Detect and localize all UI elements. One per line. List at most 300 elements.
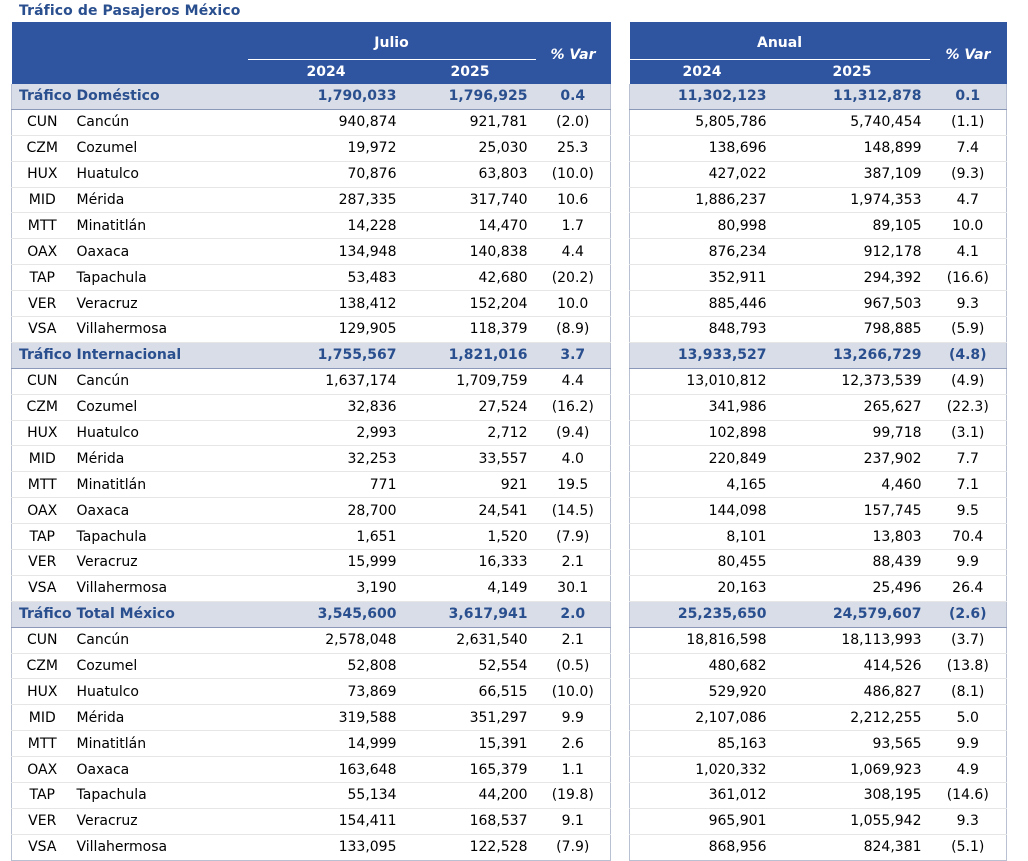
anual-2025-value: 967,503 — [775, 291, 930, 317]
anual-2025-value: 387,109 — [775, 161, 930, 187]
section-julio-2024: 1,790,033 — [248, 84, 405, 109]
julio-2025-value: 152,204 — [405, 291, 536, 317]
julio-2025-value: 165,379 — [405, 757, 536, 783]
airport-name: Cancún — [73, 368, 248, 394]
table-row — [630, 757, 1007, 783]
anual-2024-value: 885,446 — [630, 291, 775, 317]
table-row — [12, 291, 611, 317]
julio-2024-value: 73,869 — [248, 679, 405, 705]
anual-var-value: (13.8) — [930, 653, 1007, 679]
anual-2024-value: 80,455 — [630, 550, 775, 576]
julio-2025-value: 24,541 — [405, 498, 536, 524]
anual-2024-value: 876,234 — [630, 239, 775, 265]
anual-2025-value: 798,885 — [775, 317, 930, 343]
airport-code: CUN — [12, 109, 73, 135]
table-row — [12, 368, 611, 394]
airport-name: Villahermosa — [73, 834, 248, 860]
table-row — [630, 368, 1007, 394]
julio-2025-value: 66,515 — [405, 679, 536, 705]
airport-name: Villahermosa — [73, 575, 248, 601]
julio-2025-value: 16,333 — [405, 550, 536, 576]
anual-2025-value: 12,373,539 — [775, 368, 930, 394]
airport-name: Cozumel — [73, 653, 248, 679]
anual-2025-value: 88,439 — [775, 550, 930, 576]
julio-var-value: (8.9) — [536, 317, 611, 343]
anual-2024-value: 427,022 — [630, 161, 775, 187]
airport-name: Veracruz — [73, 291, 248, 317]
julio-2024-value: 14,999 — [248, 731, 405, 757]
anual-2025-value: 486,827 — [775, 679, 930, 705]
table-row — [12, 161, 611, 187]
julio-var-value: (20.2) — [536, 265, 611, 291]
section-anual-var: 0.1 — [930, 84, 1007, 109]
julio-var-value: (14.5) — [536, 498, 611, 524]
anual-2024-value: 102,898 — [630, 420, 775, 446]
table-row — [630, 239, 1007, 265]
table-row — [630, 213, 1007, 239]
anual-2025-value: 99,718 — [775, 420, 930, 446]
anual-2025-value: 414,526 — [775, 653, 930, 679]
anual-2024-value: 848,793 — [630, 317, 775, 343]
airport-code: MTT — [12, 213, 73, 239]
anual-2024-value: 965,901 — [630, 808, 775, 834]
julio-2024-value: 14,228 — [248, 213, 405, 239]
airport-code: CZM — [12, 394, 73, 420]
table-row — [630, 291, 1007, 317]
julio-2024-value: 55,134 — [248, 783, 405, 809]
julio-2024-value: 1,651 — [248, 524, 405, 550]
table-row — [12, 135, 611, 161]
anual-var-value: (9.3) — [930, 161, 1007, 187]
airport-code: CUN — [12, 627, 73, 653]
table-row — [630, 394, 1007, 420]
section-anual-2025: 13,266,729 — [775, 342, 930, 368]
section-julio-2025: 1,796,925 — [405, 84, 536, 109]
anual-var-value: (5.1) — [930, 834, 1007, 860]
anual-2025-value: 237,902 — [775, 446, 930, 472]
julio-2024-value: 2,578,048 — [248, 627, 405, 653]
julio-var-value: (2.0) — [536, 109, 611, 135]
julio-var-value: 1.7 — [536, 213, 611, 239]
airport-code: OAX — [12, 498, 73, 524]
julio-2025-value: 14,470 — [405, 213, 536, 239]
julio-var-value: 25.3 — [536, 135, 611, 161]
section-name: Tráfico Total México — [12, 601, 248, 627]
table-row — [630, 783, 1007, 809]
section-row — [630, 342, 1007, 368]
anual-2024-value: 352,911 — [630, 265, 775, 291]
julio-var-value: 4.4 — [536, 239, 611, 265]
section-row — [12, 84, 611, 109]
table-row — [630, 472, 1007, 498]
airport-name: Veracruz — [73, 550, 248, 576]
table-row — [12, 834, 611, 860]
anual-var-value: 70.4 — [930, 524, 1007, 550]
airport-name: Huatulco — [73, 420, 248, 446]
anual-2025-value: 157,745 — [775, 498, 930, 524]
julio-2024-value: 70,876 — [248, 161, 405, 187]
anual-2025-value: 1,055,942 — [775, 808, 930, 834]
julio-2025-value: 2,631,540 — [405, 627, 536, 653]
julio-table — [11, 22, 611, 861]
julio-2024-value: 19,972 — [248, 135, 405, 161]
section-julio-2025: 1,821,016 — [405, 342, 536, 368]
section-julio-var: 0.4 — [536, 84, 611, 109]
airport-code: HUX — [12, 420, 73, 446]
airport-code: VSA — [12, 834, 73, 860]
julio-2025-value: 2,712 — [405, 420, 536, 446]
anual-2024-value: 85,163 — [630, 731, 775, 757]
section-anual-2025: 24,579,607 — [775, 601, 930, 627]
airport-code: TAP — [12, 524, 73, 550]
table-row — [630, 420, 1007, 446]
julio-2025-value: 1,520 — [405, 524, 536, 550]
table-row — [12, 265, 611, 291]
airport-name: Mérida — [73, 705, 248, 731]
anual-2024-value: 144,098 — [630, 498, 775, 524]
anual-2024-value: 18,816,598 — [630, 627, 775, 653]
julio-2025-value: 921 — [405, 472, 536, 498]
julio-2025-value: 140,838 — [405, 239, 536, 265]
anual-var-value: 10.0 — [930, 213, 1007, 239]
anual-2025-value: 912,178 — [775, 239, 930, 265]
anual-var-value: (14.6) — [930, 783, 1007, 809]
anual-2025-value: 148,899 — [775, 135, 930, 161]
table-row — [12, 705, 611, 731]
table-row — [12, 550, 611, 576]
airport-name: Huatulco — [73, 161, 248, 187]
julio-2024-value: 52,808 — [248, 653, 405, 679]
julio-table-body — [12, 84, 611, 860]
table-row — [630, 550, 1007, 576]
julio-2024-value: 53,483 — [248, 265, 405, 291]
table-row — [630, 317, 1007, 343]
julio-2025-value: 52,554 — [405, 653, 536, 679]
anual-2025-value: 89,105 — [775, 213, 930, 239]
table-row — [630, 265, 1007, 291]
julio-2025-value: 1,709,759 — [405, 368, 536, 394]
header-anual-var: % Var — [930, 22, 1007, 84]
table-row — [12, 653, 611, 679]
section-name: Tráfico Doméstico — [12, 84, 248, 109]
julio-2025-value: 122,528 — [405, 834, 536, 860]
julio-var-value: 10.6 — [536, 187, 611, 213]
julio-var-value: (16.2) — [536, 394, 611, 420]
anual-2024-value: 361,012 — [630, 783, 775, 809]
airport-code: MTT — [12, 731, 73, 757]
table-row — [12, 731, 611, 757]
table-row — [12, 808, 611, 834]
julio-var-value: 2.6 — [536, 731, 611, 757]
anual-var-value: (22.3) — [930, 394, 1007, 420]
airport-name: Oaxaca — [73, 757, 248, 783]
anual-var-value: (3.1) — [930, 420, 1007, 446]
julio-var-value: (19.8) — [536, 783, 611, 809]
airport-name: Minatitlán — [73, 731, 248, 757]
header-blank — [12, 22, 248, 84]
table-row — [630, 135, 1007, 161]
header-julio-2025: 2025 — [405, 60, 536, 85]
table-row — [12, 394, 611, 420]
anual-2024-value: 480,682 — [630, 653, 775, 679]
airport-name: Tapachula — [73, 524, 248, 550]
julio-2024-value: 287,335 — [248, 187, 405, 213]
anual-2025-value: 1,069,923 — [775, 757, 930, 783]
anual-2025-value: 4,460 — [775, 472, 930, 498]
table-row — [12, 627, 611, 653]
julio-2024-value: 133,095 — [248, 834, 405, 860]
airport-name: Cancún — [73, 109, 248, 135]
airport-name: Cozumel — [73, 394, 248, 420]
julio-var-value: 19.5 — [536, 472, 611, 498]
julio-2025-value: 317,740 — [405, 187, 536, 213]
anual-var-value: 4.1 — [930, 239, 1007, 265]
anual-var-value: 9.9 — [930, 550, 1007, 576]
table-row — [630, 627, 1007, 653]
table-row — [12, 783, 611, 809]
airport-name: Tapachula — [73, 265, 248, 291]
table-row — [12, 239, 611, 265]
table-row — [630, 731, 1007, 757]
anual-var-value: (16.6) — [930, 265, 1007, 291]
airport-code: VER — [12, 550, 73, 576]
julio-var-value: (7.9) — [536, 834, 611, 860]
table-row — [630, 808, 1007, 834]
anual-var-value: (5.9) — [930, 317, 1007, 343]
anual-var-value: (4.9) — [930, 368, 1007, 394]
julio-var-value: 4.0 — [536, 446, 611, 472]
anual-2024-value: 138,696 — [630, 135, 775, 161]
header-julio-2024: 2024 — [248, 60, 405, 85]
julio-var-value: 2.1 — [536, 627, 611, 653]
anual-2024-value: 2,107,086 — [630, 705, 775, 731]
anual-2025-value: 2,212,255 — [775, 705, 930, 731]
section-anual-2024: 25,235,650 — [630, 601, 775, 627]
table-row — [12, 187, 611, 213]
table-row — [630, 524, 1007, 550]
airport-name: Mérida — [73, 187, 248, 213]
section-julio-var: 3.7 — [536, 342, 611, 368]
airport-code: HUX — [12, 161, 73, 187]
section-anual-2024: 13,933,527 — [630, 342, 775, 368]
airport-name: Oaxaca — [73, 498, 248, 524]
julio-var-value: 10.0 — [536, 291, 611, 317]
table-row — [12, 109, 611, 135]
anual-2024-value: 80,998 — [630, 213, 775, 239]
julio-var-value: 30.1 — [536, 575, 611, 601]
airport-code: TAP — [12, 783, 73, 809]
anual-2024-value: 20,163 — [630, 575, 775, 601]
airport-code: VSA — [12, 317, 73, 343]
julio-2024-value: 28,700 — [248, 498, 405, 524]
julio-2024-value: 32,253 — [248, 446, 405, 472]
section-julio-2025: 3,617,941 — [405, 601, 536, 627]
julio-2025-value: 351,297 — [405, 705, 536, 731]
airport-code: HUX — [12, 679, 73, 705]
anual-var-value: (8.1) — [930, 679, 1007, 705]
airport-code: TAP — [12, 265, 73, 291]
section-name: Tráfico Internacional — [12, 342, 248, 368]
table-row — [630, 109, 1007, 135]
anual-var-value: 4.9 — [930, 757, 1007, 783]
anual-var-value: 9.3 — [930, 291, 1007, 317]
table-row — [630, 705, 1007, 731]
section-julio-2024: 3,545,600 — [248, 601, 405, 627]
julio-2025-value: 921,781 — [405, 109, 536, 135]
julio-2025-value: 33,557 — [405, 446, 536, 472]
anual-2025-value: 294,392 — [775, 265, 930, 291]
table-row — [630, 187, 1007, 213]
airport-code: OAX — [12, 757, 73, 783]
julio-2024-value: 3,190 — [248, 575, 405, 601]
julio-var-value: 1.1 — [536, 757, 611, 783]
anual-var-value: 7.7 — [930, 446, 1007, 472]
airport-name: Veracruz — [73, 808, 248, 834]
section-row — [12, 342, 611, 368]
julio-2024-value: 32,836 — [248, 394, 405, 420]
julio-2024-value: 771 — [248, 472, 405, 498]
table-row — [12, 420, 611, 446]
table-row — [12, 757, 611, 783]
table-row — [630, 161, 1007, 187]
julio-2025-value: 15,391 — [405, 731, 536, 757]
anual-var-value: 7.4 — [930, 135, 1007, 161]
anual-var-value: 4.7 — [930, 187, 1007, 213]
table-row — [12, 213, 611, 239]
airport-name: Minatitlán — [73, 472, 248, 498]
anual-2024-value: 1,020,332 — [630, 757, 775, 783]
anual-2025-value: 25,496 — [775, 575, 930, 601]
julio-2025-value: 25,030 — [405, 135, 536, 161]
table-row — [12, 472, 611, 498]
airport-code: VER — [12, 291, 73, 317]
header-anual-2025: 2025 — [775, 60, 930, 85]
airport-name: Cozumel — [73, 135, 248, 161]
julio-2024-value: 15,999 — [248, 550, 405, 576]
section-julio-var: 2.0 — [536, 601, 611, 627]
anual-var-value: 9.5 — [930, 498, 1007, 524]
section-row — [630, 601, 1007, 627]
table-row — [630, 575, 1007, 601]
anual-2024-value: 868,956 — [630, 834, 775, 860]
anual-2025-value: 265,627 — [775, 394, 930, 420]
julio-2025-value: 44,200 — [405, 783, 536, 809]
anual-2025-value: 13,803 — [775, 524, 930, 550]
julio-2024-value: 940,874 — [248, 109, 405, 135]
julio-2024-value: 138,412 — [248, 291, 405, 317]
julio-var-value: 2.1 — [536, 550, 611, 576]
anual-2024-value: 8,101 — [630, 524, 775, 550]
report-title: Tráfico de Pasajeros México — [19, 3, 241, 19]
airport-name: Minatitlán — [73, 213, 248, 239]
anual-2025-value: 93,565 — [775, 731, 930, 757]
julio-2025-value: 42,680 — [405, 265, 536, 291]
airport-code: CZM — [12, 135, 73, 161]
anual-var-value: 9.9 — [930, 731, 1007, 757]
airport-name: Huatulco — [73, 679, 248, 705]
julio-var-value: (7.9) — [536, 524, 611, 550]
section-anual-var: (4.8) — [930, 342, 1007, 368]
anual-2024-value: 341,986 — [630, 394, 775, 420]
section-row — [12, 601, 611, 627]
table-row — [12, 317, 611, 343]
julio-2025-value: 63,803 — [405, 161, 536, 187]
airport-code: MTT — [12, 472, 73, 498]
anual-var-value: (3.7) — [930, 627, 1007, 653]
anual-2025-value: 308,195 — [775, 783, 930, 809]
julio-2024-value: 154,411 — [248, 808, 405, 834]
airport-name: Cancún — [73, 627, 248, 653]
julio-var-value: (9.4) — [536, 420, 611, 446]
anual-2024-value: 13,010,812 — [630, 368, 775, 394]
airport-code: VER — [12, 808, 73, 834]
julio-2024-value: 319,588 — [248, 705, 405, 731]
anual-var-value: 26.4 — [930, 575, 1007, 601]
airport-name: Villahermosa — [73, 317, 248, 343]
table-row — [630, 498, 1007, 524]
anual-var-value: 7.1 — [930, 472, 1007, 498]
table-row — [630, 834, 1007, 860]
airport-name: Oaxaca — [73, 239, 248, 265]
table-row — [630, 653, 1007, 679]
table-row — [630, 446, 1007, 472]
airport-code: MID — [12, 446, 73, 472]
julio-var-value: (10.0) — [536, 679, 611, 705]
anual-var-value: 5.0 — [930, 705, 1007, 731]
julio-var-value: 9.9 — [536, 705, 611, 731]
section-anual-var: (2.6) — [930, 601, 1007, 627]
airport-code: CUN — [12, 368, 73, 394]
anual-2025-value: 5,740,454 — [775, 109, 930, 135]
julio-2024-value: 134,948 — [248, 239, 405, 265]
table-row — [12, 679, 611, 705]
table-row — [12, 446, 611, 472]
julio-var-value: 9.1 — [536, 808, 611, 834]
anual-2024-value: 1,886,237 — [630, 187, 775, 213]
table-row — [12, 524, 611, 550]
section-row — [630, 84, 1007, 109]
anual-2024-value: 529,920 — [630, 679, 775, 705]
airport-code: MID — [12, 187, 73, 213]
anual-2024-value: 5,805,786 — [630, 109, 775, 135]
anual-table — [629, 22, 1007, 861]
airport-name: Tapachula — [73, 783, 248, 809]
anual-2025-value: 824,381 — [775, 834, 930, 860]
airport-code: VSA — [12, 575, 73, 601]
section-anual-2025: 11,312,878 — [775, 84, 930, 109]
anual-2024-value: 220,849 — [630, 446, 775, 472]
julio-2024-value: 2,993 — [248, 420, 405, 446]
anual-2025-value: 1,974,353 — [775, 187, 930, 213]
airport-code: OAX — [12, 239, 73, 265]
anual-var-value: (1.1) — [930, 109, 1007, 135]
header-anual: Anual — [630, 22, 930, 60]
anual-var-value: 9.3 — [930, 808, 1007, 834]
julio-2025-value: 168,537 — [405, 808, 536, 834]
julio-2025-value: 118,379 — [405, 317, 536, 343]
section-anual-2024: 11,302,123 — [630, 84, 775, 109]
julio-2025-value: 4,149 — [405, 575, 536, 601]
header-anual-2024: 2024 — [630, 60, 775, 85]
julio-2025-value: 27,524 — [405, 394, 536, 420]
airport-name: Mérida — [73, 446, 248, 472]
anual-2025-value: 18,113,993 — [775, 627, 930, 653]
julio-2024-value: 1,637,174 — [248, 368, 405, 394]
table-row — [12, 498, 611, 524]
julio-2024-value: 129,905 — [248, 317, 405, 343]
julio-var-value: (10.0) — [536, 161, 611, 187]
table-row — [630, 679, 1007, 705]
